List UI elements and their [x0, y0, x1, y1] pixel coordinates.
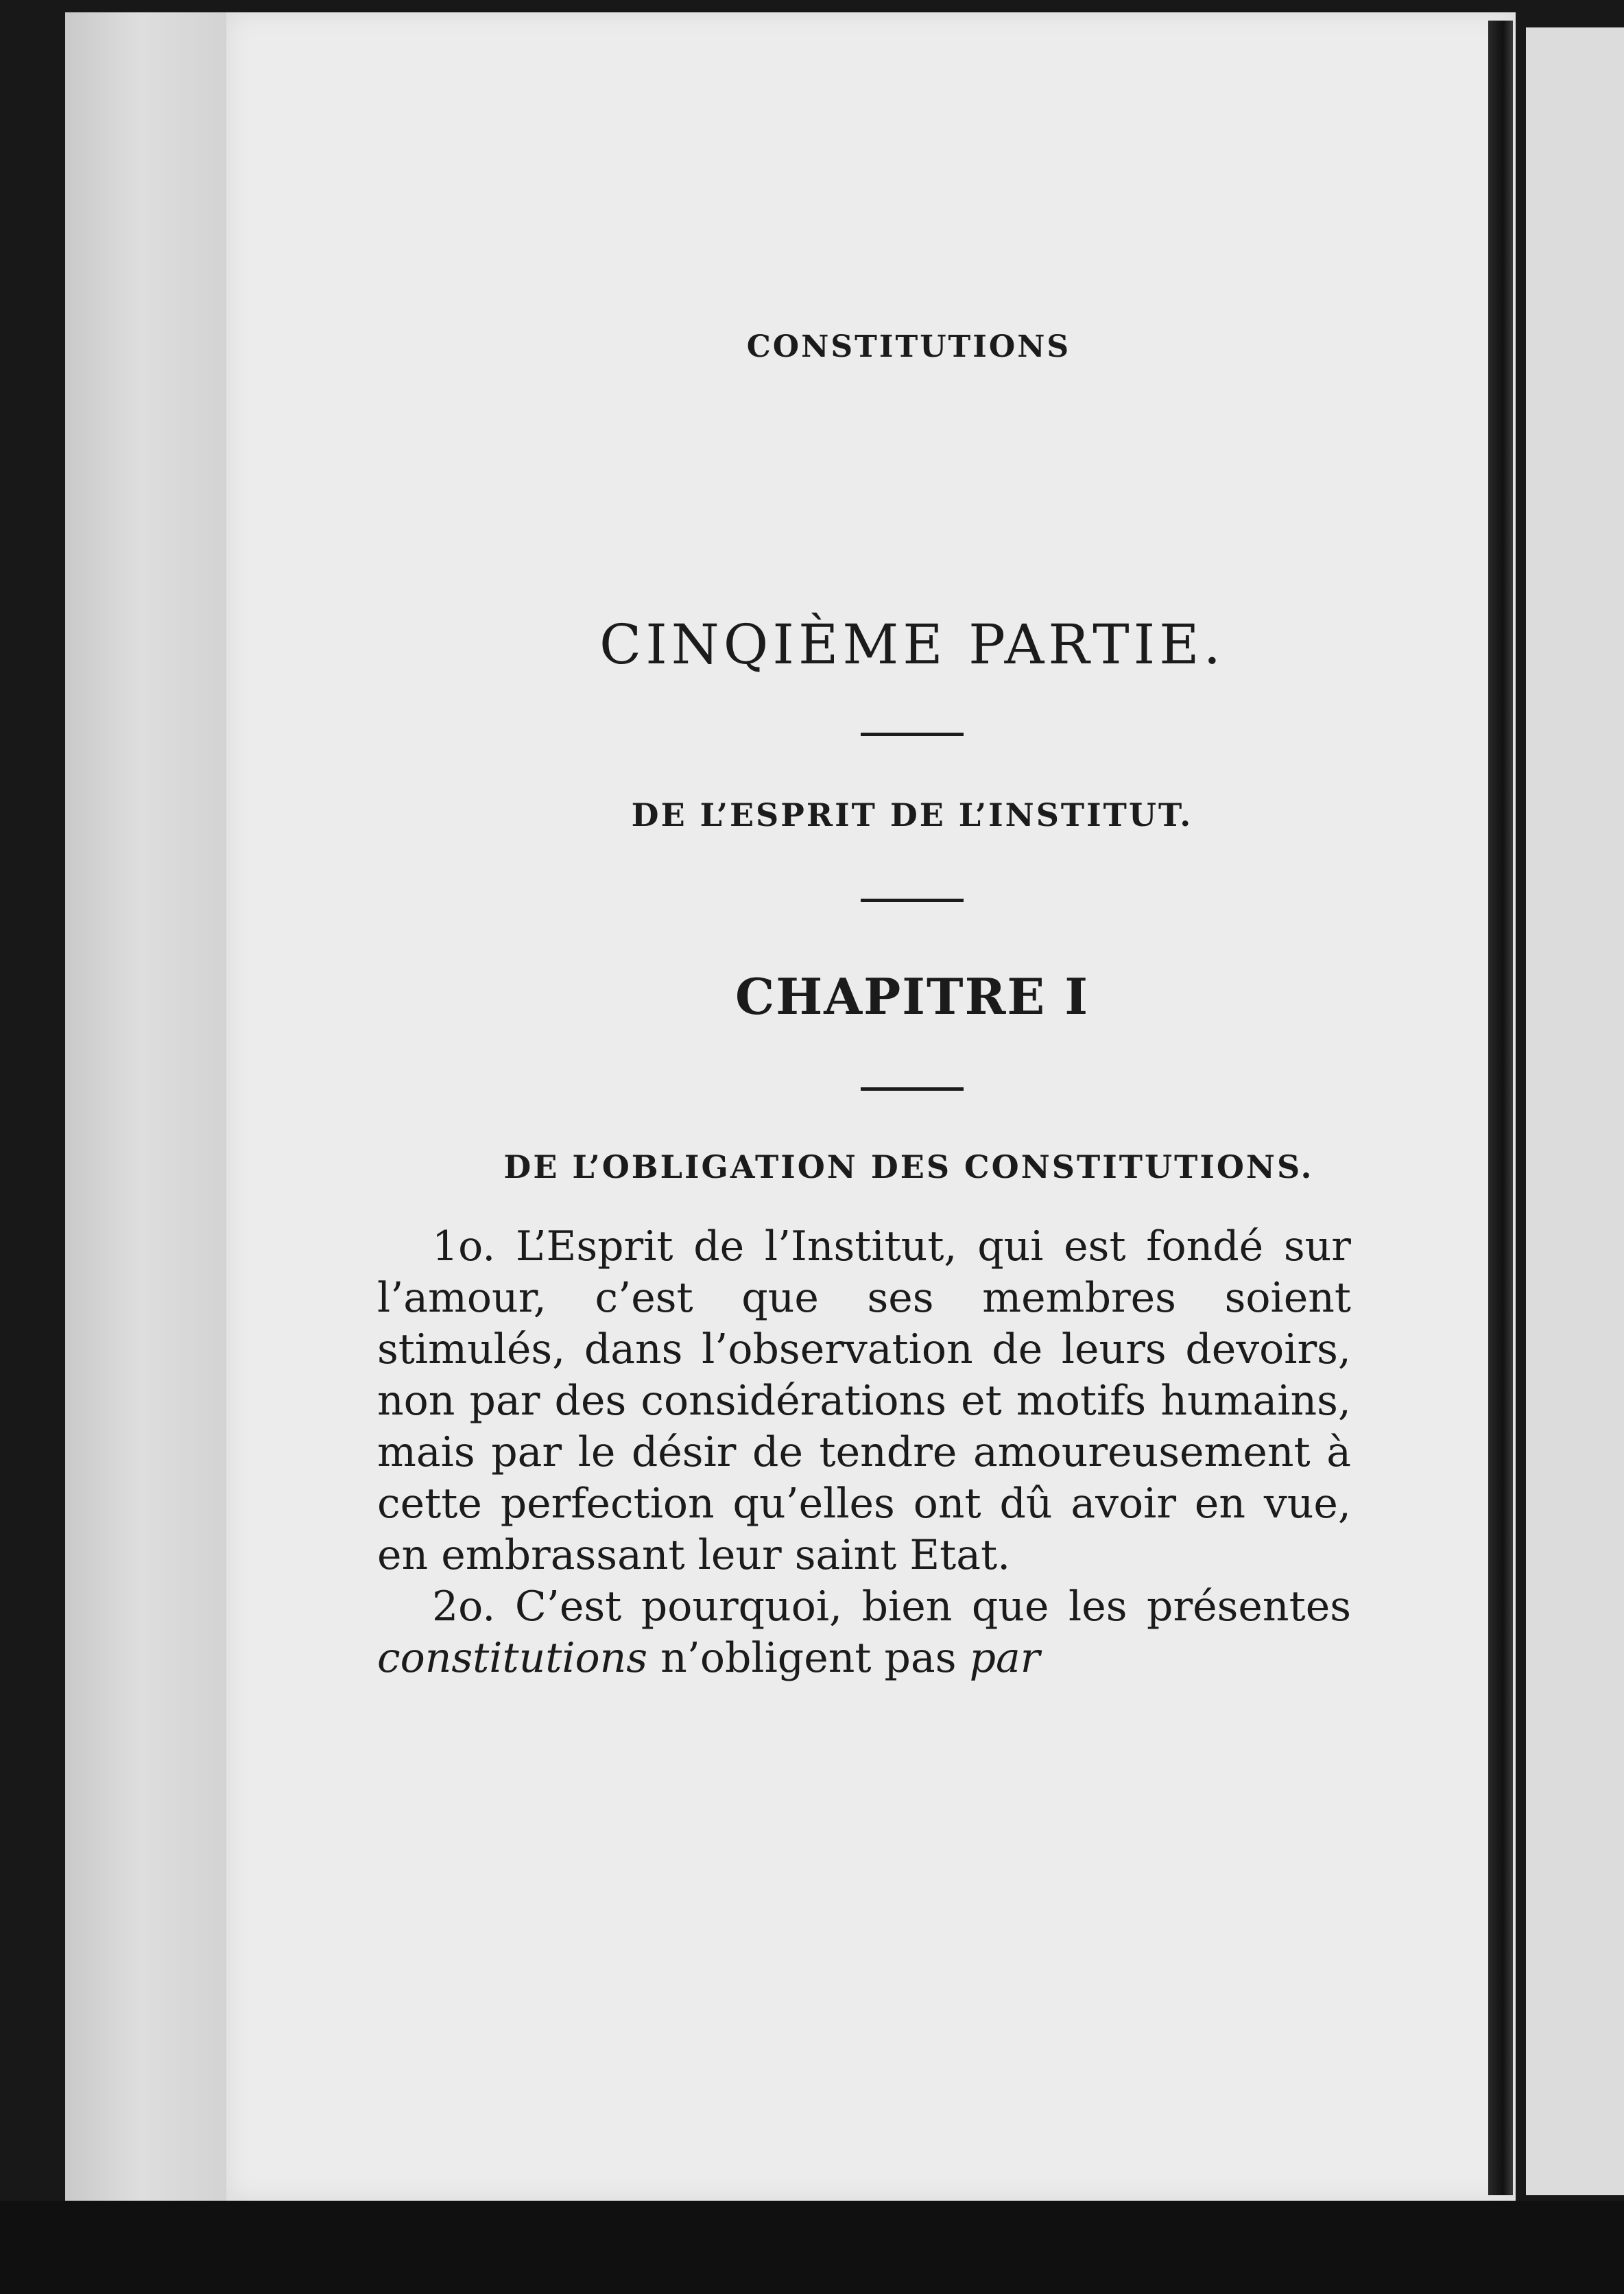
page-edge-shadow — [1488, 21, 1513, 2195]
divider-rule — [861, 1087, 964, 1091]
paragraph-2-mid: n’obligent pas — [660, 1634, 957, 1682]
running-head: CONSTITUTIONS — [746, 329, 1071, 364]
paragraph-2-start: 2o. C’est pourquoi, bien que les présentes — [432, 1583, 1351, 1631]
paragraph-2 — [377, 1581, 1351, 1684]
adjacent-page — [1526, 27, 1624, 2195]
paragraph-2-italic: constitutions — [377, 1634, 648, 1682]
paragraph-1: 1o. L’Esprit de l’Institut, qui est fondé sur l’amour, c’est que ses membres soient stimulés, dans l’observation de leurs devoirs, non par des considérations et motifs humains, mais par le désir de tendre amoureusement à cette perfection qu’elles ont dû avoir en vue, en embrassant leur saint Etat. — [377, 1222, 1351, 1579]
part-title: CINQIÈME PARTIE. — [599, 613, 1225, 676]
part-subtitle: DE L’ESPRIT DE L’INSTITUT. — [631, 796, 1193, 833]
scan-border — [0, 2201, 1624, 2294]
paragraph-2-italic-end: par — [969, 1634, 1040, 1682]
page-gutter — [65, 12, 233, 2201]
divider-rule — [861, 733, 964, 736]
section-title: DE L’OBLIGATION DES CONSTITUTIONS. — [503, 1148, 1314, 1185]
chapter-heading: CHAPITRE I — [735, 967, 1090, 1026]
page-content — [377, 329, 1351, 1684]
body-text — [377, 1221, 1351, 1684]
divider-rule — [861, 899, 964, 902]
